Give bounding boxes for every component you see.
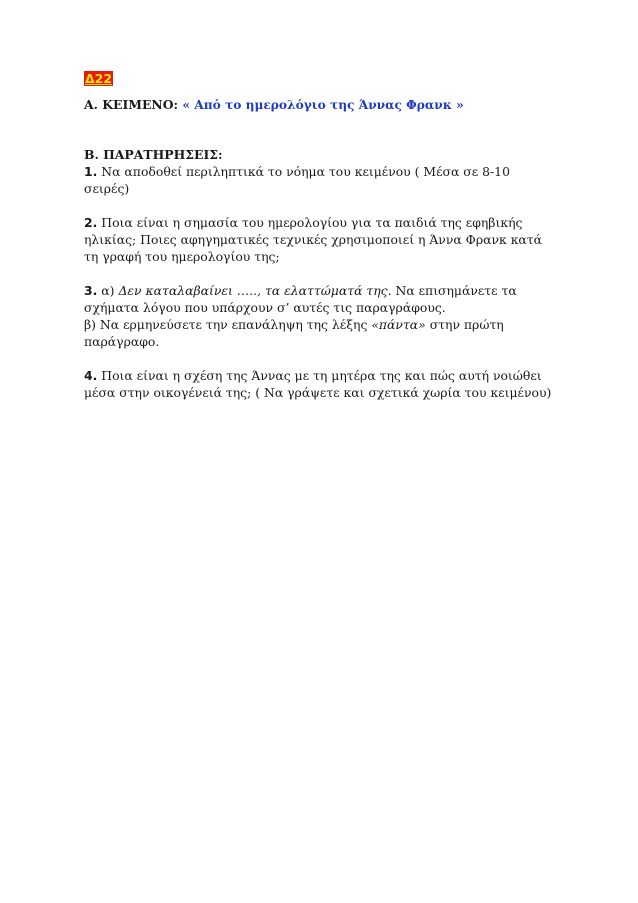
question-4 [84, 367, 554, 401]
question-1 [84, 163, 554, 197]
spacer [84, 265, 554, 282]
spacer [84, 197, 554, 214]
question-3a [84, 282, 554, 316]
question-4-text: Ποια είναι η σχέση της Άννας με τη μητέρα της και πώς αυτή νοιώθει μέσα στην οικογένειά της; ( Να γράψετε και σχετικά χωρία του κειμένου) [84, 368, 552, 400]
document-page [84, 70, 554, 401]
question-3-number: 3. [84, 283, 98, 298]
question-3a-quote: Δεν καταλαβαίνει ….., τα ελαττώματά της. [118, 283, 392, 298]
question-1-text: Να αποδοθεί περιληπτικά το νόημα του κειμένου ( Μέσα σε 8-10 σειρές) [84, 164, 510, 196]
question-2 [84, 214, 554, 265]
question-3a-text: Να επισημάνετε τα σχήματα λόγου που υπάρχουν σ’ αυτές τις παραγράφους. [84, 283, 517, 315]
section-heading: Β. ΠΑΡΑΤΗΡΗΣΕΙΣ: [84, 147, 223, 162]
question-2-text: Ποια είναι η σημασία του ημερολογίου για τα παιδιά της εφηβικής ηλικίας; Ποιες αφηγηματικές τεχνικές χρησιμοποιεί η Άννα Φρανκ κατά τη γραφή του ημερολογίου της; [84, 215, 543, 264]
question-2-number: 2. [84, 215, 98, 230]
question-3b-word: «πάντα» [371, 317, 426, 332]
badge-row [84, 70, 554, 87]
text-title-line [84, 96, 554, 114]
question-3a-label: α) [97, 283, 119, 298]
question-3b-text-start: β) Να ερμηνεύσετε την επανάληψη της λέξης [84, 317, 372, 332]
question-3b-text-end: στην πρώτη παράγραφο. [84, 317, 504, 349]
spacer [84, 350, 554, 367]
document-code-badge: Δ22 [85, 71, 113, 86]
question-3b [84, 316, 554, 350]
question-1-number: 1. [84, 164, 98, 179]
question-4-number: 4. [84, 368, 98, 383]
text-title-prefix: Α. ΚΕΙΜΕΝΟ: [84, 97, 183, 112]
text-title: « Από το ημερολόγιο της Άννας Φρανκ » [182, 98, 464, 112]
